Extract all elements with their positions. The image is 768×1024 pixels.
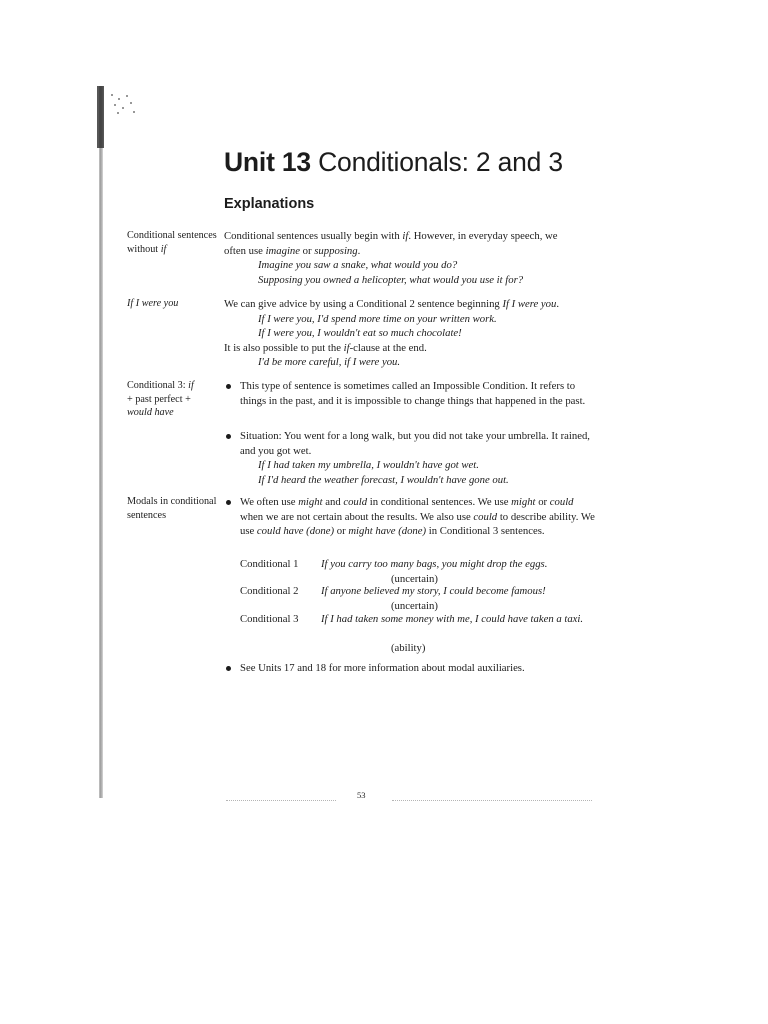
paragraph: often use imagine or supposing. [224,244,361,257]
example-sentence: I'd be more careful, if I were you. [258,356,401,369]
bullet-see-units [224,661,596,676]
example-sentence: If anyone believed my story, I could become famous! [321,585,546,597]
section-conditional-without-if [224,229,596,287]
example-sentence: Imagine you saw a snake, what would you do? [258,259,458,272]
certainty-note: (uncertain) [391,600,438,612]
bullet-dot [226,500,231,505]
sidebar-label-modals: Modals in conditional sentences [127,496,217,521]
bullet-dot [226,434,231,439]
paragraph: We often use might and could in conditional sentences. We use might or could when we are not certain about the results. We also use could to describe ability. We use could have (done) or might have (done) in Conditional 3 sentences. [240,496,595,538]
page-binding-mark [97,86,104,148]
bullet-impossible-condition [224,379,596,408]
paragraph: See Units 17 and 18 for more information about modal auxiliaries. [240,662,525,674]
unit-number: Unit 13 [224,147,311,177]
scan-noise [226,800,336,802]
bullet-dot [226,666,231,671]
example-sentence: If I had taken some money with me, I could have taken a taxi. [321,613,584,625]
unit-title [224,147,563,178]
scan-specks [108,92,138,118]
section-if-i-were-you [224,297,596,370]
paragraph: This type of sentence is sometimes called an Impossible Condition. It refers to things in the past, and it is impossible to change things that happened in the past. [240,380,586,407]
certainty-note: (ability) [391,642,426,654]
page-binding-edge [99,86,103,798]
example-sentence: If I'd heard the weather forecast, I wouldn't have gone out. [258,473,509,486]
page-number: 53 [357,790,366,800]
unit-topic: Conditionals: 2 and 3 [318,147,563,177]
certainty-note: (uncertain) [391,573,438,585]
example-sentence: If I were you, I wouldn't eat so much chocolate! [258,327,462,340]
paragraph: We can give advice by using a Conditional 2 sentence beginning If I were you. [224,298,560,310]
sidebar-label-if-i-were-you: If I were you [127,298,179,309]
paragraph: Conditional sentences usually begin with if. However, in everyday speech, we [224,230,558,242]
sidebar-label-conditional-3: Conditional 3: if + past perfect + would have [127,380,194,418]
example-sentence: If you carry too many bags, you might drop the eggs. [321,558,548,570]
paragraph: Situation: You went for a long walk, but you did not take your umbrella. It rained, and you got wet. [240,430,590,457]
conditional-label: Conditional 1 [240,558,299,570]
bullet-dot [226,384,231,389]
section-heading: Explanations [224,196,315,212]
paragraph: It is also possible to put the if-clause at the end. [224,341,427,354]
scan-noise [392,800,592,802]
example-sentence: Supposing you owned a helicopter, what would you use it for? [258,273,524,286]
sidebar-label-conditional-without-if: Conditional sentences without if [127,230,217,255]
conditional-label: Conditional 3 [240,613,299,625]
example-sentence: If I had taken my umbrella, I wouldn't have got wet. [258,459,479,472]
example-sentence: If I were you, I'd spend more time on your written work. [258,312,497,325]
bullet-situation [224,429,596,487]
conditional-label: Conditional 2 [240,585,299,597]
bullet-modals [224,495,596,539]
